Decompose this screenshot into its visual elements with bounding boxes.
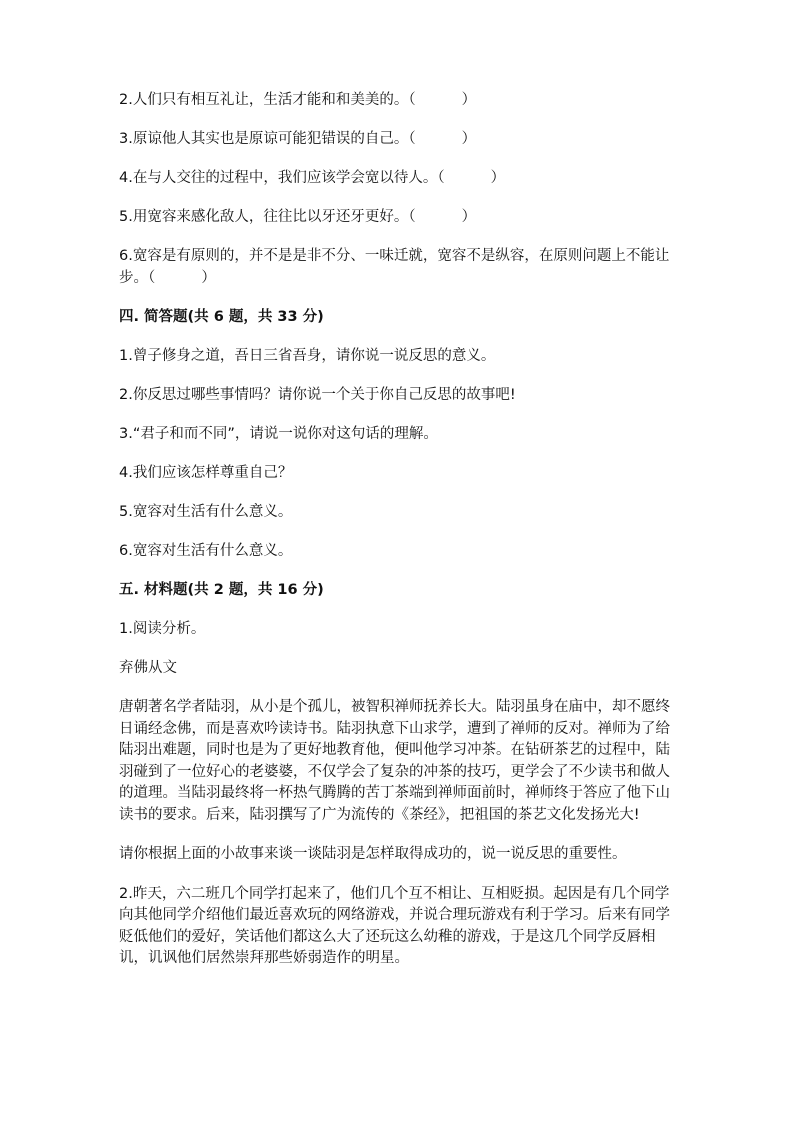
story-text: 唐朝著名学者陆羽，从小是个孤儿，被智积禅师抚养长大。陆羽虽身在庙中，却不愿终日诵经念佛，而是喜欢吟读诗书。陆羽执意下山求学，遭到了禅师的反对。禅师为了给陆羽出难题，同时也是为了更好地教育他，便叫他学习冲茶。在钻研茶艺的过程中，陆羽碰到了一位好心的老婆婆，不仅学会了复杂的冲茶的技巧，更学会了不少读书和做人的道理。当陆羽最终将一杯热气腾腾的苦丁茶端到禅师面前时，禅师终于答应了他下山读书的要求。后来，陆羽撰写了广为流传的《茶经》，把祖国的茶艺文化发扬光大!	[119, 699, 670, 823]
judgement-item-5: 5.用宽容来感化敌人，往往比以牙还牙更好。（ ）	[119, 209, 477, 225]
judgement-item-3: 3.原谅他人其实也是原谅可能犯错误的自己。（ ）	[119, 131, 477, 147]
short-answer-item-3: 3.“君子和而不同”，请说一说你对这句话的理解。	[119, 426, 438, 442]
short-answer-item-4: 4.我们应该怎样尊重自己？	[119, 465, 293, 481]
material-question-1-label: 1.阅读分析。	[119, 621, 206, 637]
material-question-2-text: 2.昨天，六二班几个同学打起来了，他们几个互不相让、互相贬损。起因是有几个同学向其他同学介绍他们最近喜欢玩的网络游戏，并说合理玩游戏有利于学习。后来有同学贬低他们的爱好，笑话他们都这么大了还玩这么幼稚的游戏，于是这几个同学反唇相讥，讥讽他们居然崇拜那些娇弱造作的明星。	[119, 885, 670, 966]
material-question-1-prompt: 请你根据上面的小故事来谈一谈陆羽是怎样取得成功的，说一说反思的重要性。	[119, 846, 627, 862]
judgement-item-6: 6.宽容是有原则的，并不是是非不分、一味迁就，宽容不是纵容，在原则问题上不能让步。（ ）	[119, 248, 670, 286]
exam-page	[119, 90, 679, 988]
judgement-item-4: 4.在与人交往的过程中，我们应该学会宽以待人。（ ）	[119, 170, 506, 186]
story-title: 弃佛从文	[119, 660, 177, 676]
section4-title: 四. 简答题(共 6 题，共 33 分)	[119, 309, 324, 325]
short-answer-item-6: 6.宽容对生活有什么意义。	[119, 543, 293, 559]
short-answer-item-5: 5.宽容对生活有什么意义。	[119, 504, 293, 520]
short-answer-item-2: 2.你反思过哪些事情吗？请你说一个关于你自己反思的故事吧!	[119, 387, 516, 403]
section5-title: 五. 材料题(共 2 题，共 16 分)	[119, 582, 324, 598]
judgement-item-2: 2.人们只有相互礼让，生活才能和和美美的。（ ）	[119, 92, 477, 108]
short-answer-item-1: 1.曾子修身之道，吾日三省吾身，请你说一说反思的意义。	[119, 348, 496, 364]
